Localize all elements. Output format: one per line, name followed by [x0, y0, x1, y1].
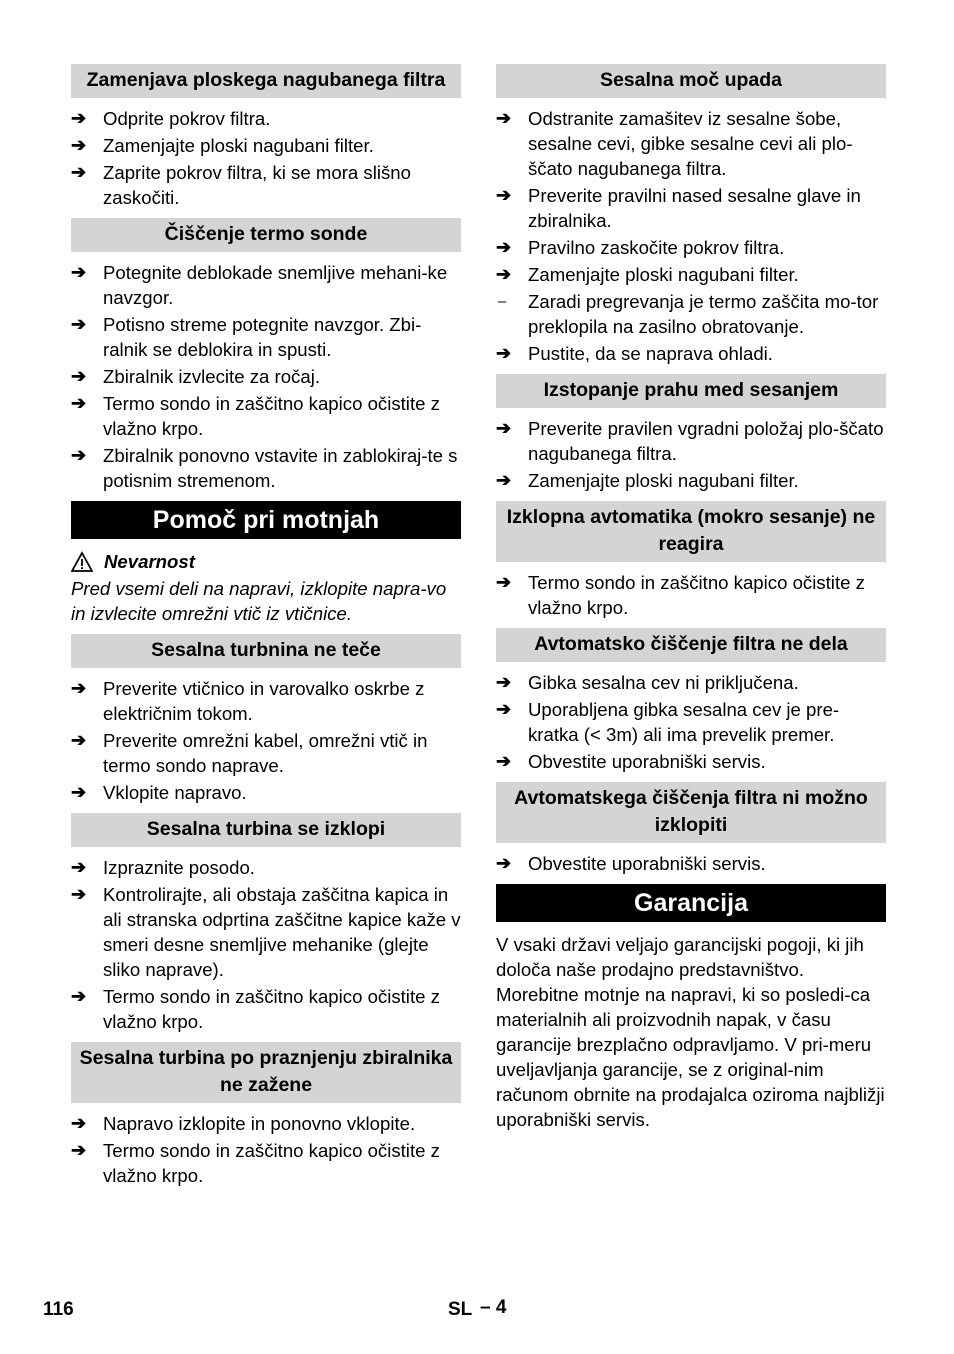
list-item: ➔ Termo sondo in zaščitno kapico očistite z vlažno krpo. [496, 572, 865, 618]
arrow-right-icon: ➔ [496, 572, 512, 592]
list-item: ➔ Preverite pravilen vgradni položaj plo-ščato nagubanega filtra. [496, 418, 884, 464]
arrow-right-icon: ➔ [496, 237, 512, 257]
list-item: ➔ Preverite pravilni nased sesalne glave in zbiralnika. [496, 185, 861, 231]
list-item: ➔ Termo sondo in zaščitno kapico očistite z vlažno krpo. [71, 986, 440, 1032]
arrow-right-icon: ➔ [496, 853, 512, 873]
list-item: ➔ Pravilno zaskočite pokrov filtra. [496, 237, 785, 258]
arrow-right-icon: ➔ [71, 393, 87, 413]
right-column [496, 64, 886, 1132]
list-item: ➔ Zamenjajte ploski nagubani filter. [71, 135, 374, 156]
dash-icon: – [498, 293, 507, 310]
list-item: ➔ Zbiralnik ponovno vstavite in zablokiraj-te s potisnim stremenom. [71, 445, 458, 491]
list-item: ➔ Zbiralnik izvlecite za ročaj. [71, 366, 320, 387]
list-item: ➔ Obvestite uporabniški servis. [496, 853, 766, 874]
arrow-right-icon: ➔ [496, 418, 512, 438]
arrow-right-icon: ➔ [71, 986, 87, 1006]
list-item: ➔ Zaprite pokrov filtra, ki se mora slišno zaskočiti. [71, 162, 411, 208]
list-item: ➔ Zamenjajte ploski nagubani filter. [496, 264, 799, 285]
section-heading: Čiščenje termo sonde [71, 218, 461, 252]
arrow-right-icon: ➔ [71, 1113, 87, 1133]
arrow-right-icon: ➔ [71, 108, 87, 128]
arrow-right-icon: ➔ [71, 678, 87, 698]
list-item: ➔ Termo sondo in zaščitno kapico očistite z vlažno krpo. [71, 1140, 440, 1186]
section-page-number: – 4 [480, 1297, 507, 1318]
left-column [71, 64, 461, 1190]
arrow-right-icon: ➔ [71, 366, 87, 386]
list-item: ➔ Pustite, da se naprava ohladi. [496, 343, 773, 364]
warning-triangle-icon [71, 551, 93, 573]
warning-text: Pred vsemi deli na napravi, izklopite napra-vo in izvlecite omrežni vtič iz vtičnice. [71, 578, 447, 624]
section-heading: Izklopna avtomatika (mokro sesanje) ne reagira [496, 501, 886, 562]
arrow-right-icon: ➔ [496, 699, 512, 719]
arrow-right-icon: ➔ [496, 672, 512, 692]
section-heading: Zamenjava ploskega nagubanega filtra [71, 64, 461, 98]
section-heading: Sesalna moč upada [496, 64, 886, 98]
list-item: ➔ Preverite omrežni kabel, omrežni vtič in termo sondo naprave. [71, 730, 428, 776]
arrow-right-icon: ➔ [496, 470, 512, 490]
list-item: ➔ Uporabljena gibka sesalna cev je pre-kratka (< 3m) ali ima prevelik premer. [496, 699, 840, 745]
section-heading: Avtomatskega čiščenja filtra ni možno izklopiti [496, 782, 886, 843]
arrow-right-icon: ➔ [496, 185, 512, 205]
arrow-right-icon: ➔ [71, 262, 87, 282]
arrow-right-icon: ➔ [71, 1140, 87, 1160]
chapter-title: Pomoč pri motnjah [71, 501, 461, 539]
arrow-right-icon: ➔ [71, 445, 87, 465]
list-item: ➔ Vklopite napravo. [71, 782, 247, 803]
arrow-right-icon: ➔ [71, 730, 87, 750]
warning-heading [71, 549, 461, 574]
list-item: ➔ Odprite pokrov filtra. [71, 108, 271, 129]
arrow-right-icon: ➔ [496, 108, 512, 128]
list-item: ➔ Potisno streme potegnite navzgor. Zbi-ralnik se deblokira in spusti. [71, 314, 422, 360]
arrow-right-icon: ➔ [71, 162, 87, 182]
list-item: ➔ Preverite vtičnico in varovalko oskrbe z električnim tokom. [71, 678, 425, 724]
arrow-right-icon: ➔ [496, 343, 512, 363]
list-item: ➔ Zamenjajte ploski nagubani filter. [496, 470, 799, 491]
list-item-dash: – Zaradi pregrevanja je termo zaščita mo-tor preklopila na zasilno obratovanje. [498, 291, 879, 337]
guarantee-paragraph: V vsaki državi veljajo garancijski pogoji, ki jih določa naše prodajno predstavništvo. Morebitne motnje na napravi, ki so posledi-ca materialnih ali proizvodnih napak, v času garancije brezplačno odpravljamo. V pri-meru uveljavljanja garancije, se z original-nim računom obrnite na prodajalca oziroma najbližji uporabniški servis. [496, 934, 885, 1130]
chapter-title: Garancija [496, 884, 886, 922]
section-heading: Izstopanje prahu med sesanjem [496, 374, 886, 408]
section-heading: Sesalna turbina se izklopi [71, 813, 461, 847]
section-heading: Sesalna turbnina ne teče [71, 634, 461, 668]
list-item: ➔ Izpraznite posodo. [71, 857, 255, 878]
arrow-right-icon: ➔ [71, 314, 87, 334]
page-number: 116 [43, 1299, 74, 1320]
arrow-right-icon: ➔ [71, 884, 87, 904]
arrow-right-icon: ➔ [496, 264, 512, 284]
list-item: ➔ Obvestite uporabniški servis. [496, 751, 766, 772]
section-heading: Avtomatsko čiščenje filtra ne dela [496, 628, 886, 662]
list-item: ➔ Termo sondo in zaščitno kapico očistite z vlažno krpo. [71, 393, 440, 439]
list-item: ➔ Napravo izklopite in ponovno vklopite. [71, 1113, 416, 1134]
list-item: ➔ Kontrolirajte, ali obstaja zaščitna kapica in ali stranska odprtina zaščitne kapice kaže v smeri desne snemljive mehanike (glejte sliko naprave). [71, 884, 461, 980]
arrow-right-icon: ➔ [71, 782, 87, 802]
list-item: ➔ Gibka sesalna cev ni priključena. [496, 672, 799, 693]
warning-label: Nevarnost [104, 551, 195, 572]
arrow-right-icon: ➔ [71, 135, 87, 155]
language-code: SL [448, 1299, 473, 1320]
section-heading: Sesalna turbina po praznjenju zbiralnika ne zažene [71, 1042, 461, 1103]
arrow-right-icon: ➔ [71, 857, 87, 877]
list-item: ➔ Potegnite deblokade snemljive mehani-ke navzgor. [71, 262, 448, 308]
arrow-right-icon: ➔ [496, 751, 512, 771]
list-item: ➔ Odstranite zamašitev iz sesalne šobe, sesalne cevi, gibke sesalne cevi ali plo-ščato nagubanega filtra. [496, 108, 853, 179]
